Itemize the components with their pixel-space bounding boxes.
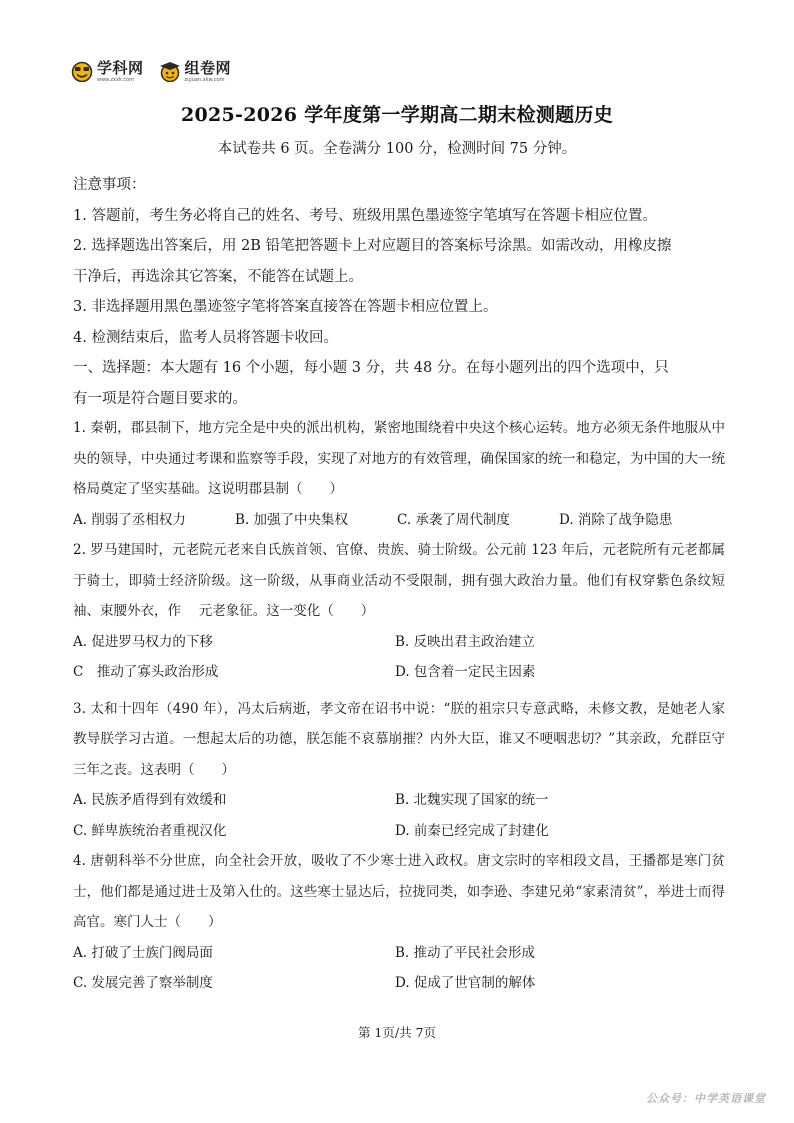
logo-bar	[70, 60, 231, 94]
option-b: B. 北魏实现了国家的统一	[395, 792, 549, 808]
graduation-cap-icon	[158, 60, 182, 82]
option-row	[73, 938, 725, 969]
logo-name: 组卷网	[184, 59, 232, 77]
question-list	[73, 413, 725, 999]
xuekewang-logo	[70, 60, 144, 83]
option-row	[73, 627, 725, 658]
option-d: D. 前秦已经完成了封建化	[395, 822, 549, 839]
question-2	[73, 535, 725, 688]
exam-title: 2025-2026 学年度第一学期高二期末检测题历史	[180, 104, 614, 126]
option-a: A. 民族矛盾得到有效缓和	[73, 792, 227, 808]
logo-url: www.zxxk.com	[97, 77, 135, 83]
option-c: C 推动了寡头政治形成	[73, 664, 219, 680]
option-a: A. 促进罗马权力的下移	[73, 633, 213, 650]
watermark: 公众号：中学英语课堂	[646, 1092, 766, 1105]
question-3	[73, 694, 725, 847]
page-number: 第 1页/共 7页	[357, 1025, 437, 1040]
logo-url: zujuan.xkw.com	[184, 77, 225, 83]
option-b: B. 推动了平民社会形成	[395, 944, 536, 961]
option-d: D. 促成了世官制的解体	[395, 975, 536, 991]
question-4	[73, 846, 725, 999]
option-b: B. 反映出君主政治建立	[395, 633, 536, 650]
instruction-item: 2. 选择题选出答案后，用 2B 铅笔把答题卡上对应题目的答案标号涂黑。如需改动，用橡皮擦	[73, 238, 672, 254]
option-d: D. 包含着一定民主因素	[395, 664, 536, 680]
section-heading: 一、选择题：本大题有 16 个小题，每小题 3 分，共 48 分。在每小题列出的四个选项中，只	[73, 360, 669, 376]
option-a: A. 打破了士族门阀局面	[73, 944, 213, 961]
instruction-item: 3. 非选择题用黑色墨迹签字笔将答案直接答在答题卡相应位置上。	[73, 299, 498, 315]
question-stem: 2. 罗马建国时，元老院元老来自氏族首领、官僚、贵族、骑士阶级。公元前 123 年后，元老院所有元老都属于骑士，即骑士经济阶级。这一阶级，从事商业活动不受限制，拥有强大政治力量。他们有权穿紫色条纹短袖、束腰外衣，作 元老象征。这一变化（ ）	[73, 542, 725, 619]
instructions	[73, 170, 725, 414]
option-row	[73, 505, 725, 536]
section-heading: 有一项是符合题目要求的。	[73, 390, 247, 407]
option-row	[73, 968, 725, 999]
instruction-item: 4. 检测结束后，监考人员将答题卡收回。	[73, 329, 338, 346]
instruction-item: 1. 答题前，考生务必将自己的姓名、考号、班级用黑色墨迹签字笔填写在答题卡相应位置。	[73, 207, 657, 224]
option-c: C. 发展完善了察举制度	[73, 975, 213, 991]
question-1	[73, 413, 725, 535]
smiley-face-icon	[70, 60, 94, 82]
option-c: C. 承袭了周代制度	[397, 511, 510, 528]
option-a: A. 削弱了丞相权力	[73, 511, 186, 528]
logo-name: 学科网	[97, 59, 144, 77]
question-stem: 1. 秦朝，郡县制下，地方完全是中央的派出机构，紧密地围绕着中央这个核心运转。地方必须无条件地服从中央的领导，中央通过考课和监察等手段，实现了对地方的有效管理，确保国家的统一和稳定，为中国的大一统格局奠定了坚实基础。这说明郡县制（ ）	[73, 420, 725, 497]
question-stem: 3. 太和十四年（490 年），冯太后病逝，孝文帝在诏书中说：“朕的祖宗只专意武略，未修文教，是她老人家教导朕学习古道。一想起太后的功德，朕怎能不哀慕崩摧？内外大臣，谁又不哽咽悲切？”其亲政，允群臣守三年之丧。这表明（ ）	[73, 700, 725, 778]
exam-subtitle: 本试卷共 6 页。全卷满分 100 分，检测时间 75 分钟。	[217, 141, 577, 157]
option-row	[73, 816, 725, 847]
option-d: D. 消除了战争隐患	[559, 511, 673, 528]
option-row	[73, 657, 725, 688]
instructions-heading: 注意事项：	[73, 177, 146, 193]
option-b: B. 加强了中央集权	[235, 511, 349, 528]
question-stem: 4. 唐朝科举不分世庶，向全社会开放，吸收了不少寒士进入政权。唐文宗时的宰相段文昌，王播都是寒门贫士，他们都是通过进士及第入仕的。这些寒士显达后，拉拢同类，如李逊、李建兄弟“家素清贫”，举进士而得高官。寒门人士（ ）	[73, 853, 725, 930]
instruction-item: 干净后，再选涂其它答案，不能答在试题上。	[73, 268, 363, 285]
option-c: C. 鲜卑族统治者重视汉化	[73, 822, 227, 839]
zujuanwang-logo	[158, 60, 232, 83]
option-row	[73, 785, 725, 816]
